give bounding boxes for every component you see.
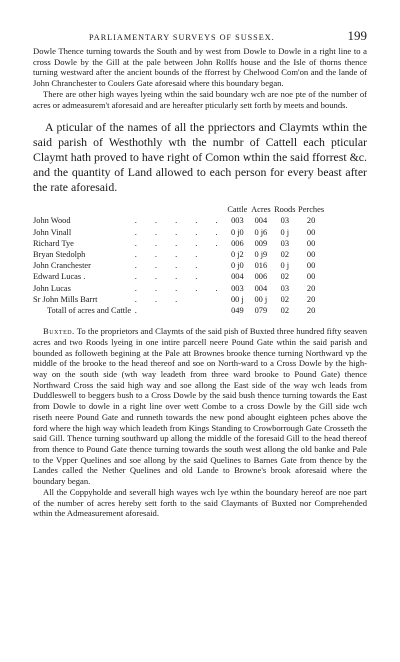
claimants-heading-paragraph: A pticular of the names of all the ppriectors and Claymts wthin the said parish of Westhothly wth the numbr of Cattell each pticular Claymt hath proved to have right of Comon wthin the said fforrest &c. and the quantity of Land allowed to each person for every beast after the rate aforesaid.	[33, 120, 367, 195]
perches-cell: 00	[306, 238, 316, 248]
table-row	[33, 294, 325, 305]
page-number: 199	[347, 28, 367, 43]
claimant-name: Sr John Mills Barrt	[33, 294, 98, 304]
perches-cell: 20	[306, 294, 316, 304]
claimant-name: Bryan Stedolph	[33, 250, 86, 260]
leader-dots: . . . . .	[134, 227, 226, 237]
leader-dots: . . . . .	[134, 216, 226, 226]
highways-paragraph: There are other high wayes lyeing wthin the said boundary wch are noe pte of the number of acres or admeasurem't aforesaid and are hereafter pticularly sett forth by meets and bounds.	[33, 88, 367, 110]
acres-cell: 009	[254, 238, 268, 248]
roods-cell: 02	[280, 272, 289, 282]
roods-cell: 03	[280, 238, 289, 248]
column-header-cattle: Cattle	[227, 205, 248, 215]
claimant-name: John Vinall	[33, 227, 72, 237]
table-row	[33, 215, 325, 226]
total-cattle: 049	[231, 306, 244, 316]
acres-cell: 006	[254, 272, 268, 282]
roods-cell: 02	[280, 250, 289, 260]
table-row	[33, 227, 325, 238]
table-row	[33, 238, 325, 249]
roods-cell: 02	[280, 294, 289, 304]
running-title: PARLIAMENTARY SURVEYS OF SUSSEX.	[89, 33, 275, 42]
perches-cell: 00	[306, 272, 316, 282]
cattle-cell: 006	[231, 238, 244, 248]
table-row	[33, 283, 325, 294]
leader-dots: . . . .	[134, 250, 206, 260]
leader-dots: . . . .	[134, 261, 206, 271]
running-header	[33, 28, 367, 46]
cattle-cell: 00 j	[230, 294, 244, 304]
cattle-cell: 0 j0	[230, 261, 244, 271]
total-acres: 079	[254, 306, 268, 316]
acres-cell: 004	[254, 216, 268, 226]
cattle-cell: 004	[231, 272, 244, 282]
cattle-cell: 0 j2	[230, 250, 244, 260]
roods-cell: 0 j	[280, 227, 290, 237]
buxted-paragraph	[33, 326, 367, 487]
coppyholde-paragraph: All the Coppyholde and severall high wayes wch lye wthin the boundary hereof are noe part of the number of acres hereby sett forth to the said Claymants of Buxted nor Comprehended wthin the Admeasurement aforesaid.	[33, 486, 367, 519]
column-header-acres: Acres	[251, 205, 271, 215]
acres-cell: 00 j	[254, 294, 268, 304]
claimant-name: John Wood	[33, 216, 71, 226]
total-perches: 20	[306, 306, 316, 316]
roods-cell: 0 j	[280, 261, 290, 271]
leader-dots: . . . . .	[134, 238, 226, 248]
claimant-name: John Lucas	[33, 283, 71, 293]
cattle-cell: 0 j0	[230, 227, 244, 237]
column-header-perches: Perches	[298, 205, 325, 215]
acres-cell: 0 j9	[254, 250, 268, 260]
leader-dots: . . . .	[134, 272, 206, 282]
perches-cell: 00	[306, 261, 316, 271]
acres-cell: 004	[254, 283, 268, 293]
cattle-cell: 003	[231, 216, 244, 226]
table-row	[33, 249, 325, 260]
claimant-name: John Cranchester	[33, 261, 91, 271]
perches-cell: 20	[306, 216, 316, 226]
claimant-name: Edward Lucas .	[33, 272, 86, 282]
total-roods: 02	[280, 306, 289, 316]
section-heading-buxted: Buxted.	[43, 326, 75, 337]
leader-dots: . . .	[134, 294, 186, 304]
perches-cell: 00	[306, 227, 316, 237]
perches-cell: 20	[306, 283, 316, 293]
acres-cell: 0 j6	[254, 227, 268, 237]
table-row	[33, 271, 325, 282]
table-total-row	[33, 305, 325, 316]
table-header-row	[33, 204, 325, 215]
roods-cell: 03	[280, 216, 289, 226]
buxted-text: To the proprietors and Claymts of the said pish of Buxted three hundred fifty seaven acres and two Roods lyeing in one intire parcell neere Pound Gate wthin the said parish and bounded as followeth begining at the Pale att Brownes brooke thence turning Northward vp the middle of the brooke to the head thereof and soe on North-ward to a Cross Dowle by the high-way on the south side (wth way leadeth from three ward brooke to Pound Gate) thence Northward Cross the said high way and soe allong the East side of the way wch leads from Duddleswell to beggers bush to a Cross Dowle by the said bush thence turning towards the East from Dowle to dowle in a right line over wett Combe to a cross Dowle by the Gill side wch riseth neere Pound Gate and runneth towards the new pond abought eighteen pches above the ford where the high way which leadeth from Kings Standing to Crowborrough Gate Crosseth the said Gill. Thence turning southward up allong the middle of the foresaid Gill to the head thereof from thence to Pound Gate thence turning towards the south west allong the old banke and Pale to the Vpper Quelines and soe allong by the said Quelines to Barnes Gate from thence by the Landes called the Nether Quelines and old Lande to Browne's brook aforesaid where the boundary began.	[33, 326, 367, 487]
acres-cell: 016	[254, 261, 268, 271]
cattle-cell: 003	[231, 283, 244, 293]
column-header-roods: Roods	[274, 205, 296, 215]
leader-dots: . . . . .	[134, 283, 226, 293]
boundary-paragraph: Dowle Thence turning towards the South and by west from Dowle to Dowle in a right line to a cross Dowle by the Gill at the pale between John Rollfs house and the Isle of thorns thence turning westward after the ancient bounds of the fforrest by Chelwood Com'on and the lande of John Chranchester to Coulers Gate aforesaid where this boundary began.	[33, 46, 367, 89]
document-page	[33, 28, 367, 519]
table-row	[33, 260, 325, 271]
claimant-name: Richard Tye	[33, 238, 74, 248]
perches-cell: 00	[306, 250, 316, 260]
roods-cell: 03	[280, 283, 289, 293]
claimants-table	[33, 204, 325, 316]
leader-dots: .	[134, 306, 145, 316]
total-label: Totall of acres and Cattle	[47, 306, 132, 316]
